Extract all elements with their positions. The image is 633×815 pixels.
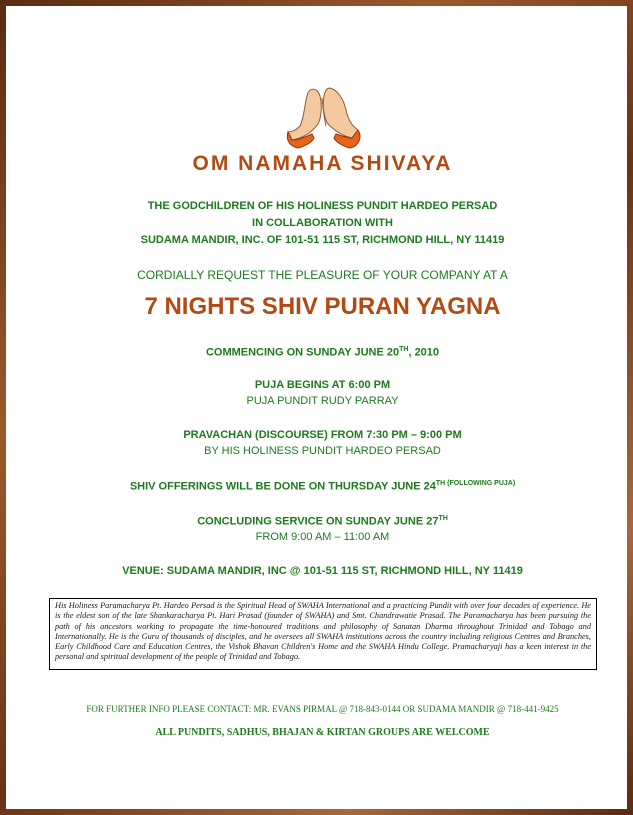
- puja-detail: PUJA PUNDIT RUDY PARRAY: [246, 395, 399, 407]
- host-line-2: IN COLLABORATION WITH: [252, 217, 393, 229]
- puja-heading: PUJA BEGINS AT 6:00 PM: [254, 379, 391, 391]
- flyer: [12, 12, 633, 815]
- offerings-line: SHIV OFFERINGS WILL BE DONE ON THURSDAY JUNE $24^{TH (FOLLOWING PUJA)}$: [129, 480, 516, 493]
- event-title: 7 NIGHTS SHIV PURAN YAGNA: [144, 293, 501, 320]
- concluding-detail: FROM 9:00 AM – 11:00 AM: [255, 531, 390, 543]
- welcome-line: ALL PUNDITS, SADHUS, BHAJAN & KIRTAN GROUPS ARE WELCOME: [155, 727, 490, 738]
- host-line-1: THE GODCHILDREN OF HIS HOLINESS PUNDIT HARDEO PERSAD: [147, 200, 498, 212]
- pravachan-heading: PRAVACHAN (DISCOURSE) FROM 7:30 PM – 9:00 PM: [183, 429, 462, 441]
- page-title: OM NAMAHA SHIVAYA: [192, 152, 453, 175]
- pravachan-detail: BY HIS HOLINESS PUNDIT HARDEO PERSAD: [204, 445, 441, 457]
- praying-hands-icon: [282, 84, 364, 150]
- commencing-line: COMMENCING ON SUNDAY JUNE 20TH, 2010: [205, 346, 440, 359]
- contact-line: FOR FURTHER INFO PLEASE CONTACT: MR. EVANS PIRMAL @ 718-843-0144 OR SUDAMA MANDIR @ 718-441-9425: [86, 704, 559, 714]
- concluding-line: CONCLUDING SERVICE ON SUNDAY JUNE 27TH: [197, 515, 448, 528]
- request-line: CORDIALLY REQUEST THE PLEASURE OF YOUR COMPANY AT A: [137, 268, 508, 282]
- venue-line: VENUE: SUDAMA MANDIR, INC @ 101-51 115 ST, RICHMOND HILL, NY 11419: [122, 565, 523, 577]
- host-line-3: SUDAMA MANDIR, INC. OF 101-51 115 ST, RICHMOND HILL, NY 11419: [140, 234, 505, 246]
- bio-box: His Holiness Paramacharya Pt. Hardeo Persad is the Spiritual Head of SWAHA International and a practicing Pundit with over four decades of experience. He is the eldest son of the late Shankaracharya Pt. Hari Prasad (founder of SWAHA) and Smt. Chandrawatie Prasad. The Paramacharya has been pursuing the path of his ancestors working to propagate the time-honoured traditions and philosophy of Sanatan Dharma throughout Trinidad and Tobago and Internationally. He is the Guru of thousands of disciples, and he oversees all SWAHA institutions across the country including religious Centres and Branches, Early Childhood Care and Education Centres, the Vishok Bhavan Children's Home and the SWAHA Hindu College. Pramacharyaji has a keen interest in the personal and spiritual development of the people of Trinidad and Tobago.: [49, 598, 597, 670]
